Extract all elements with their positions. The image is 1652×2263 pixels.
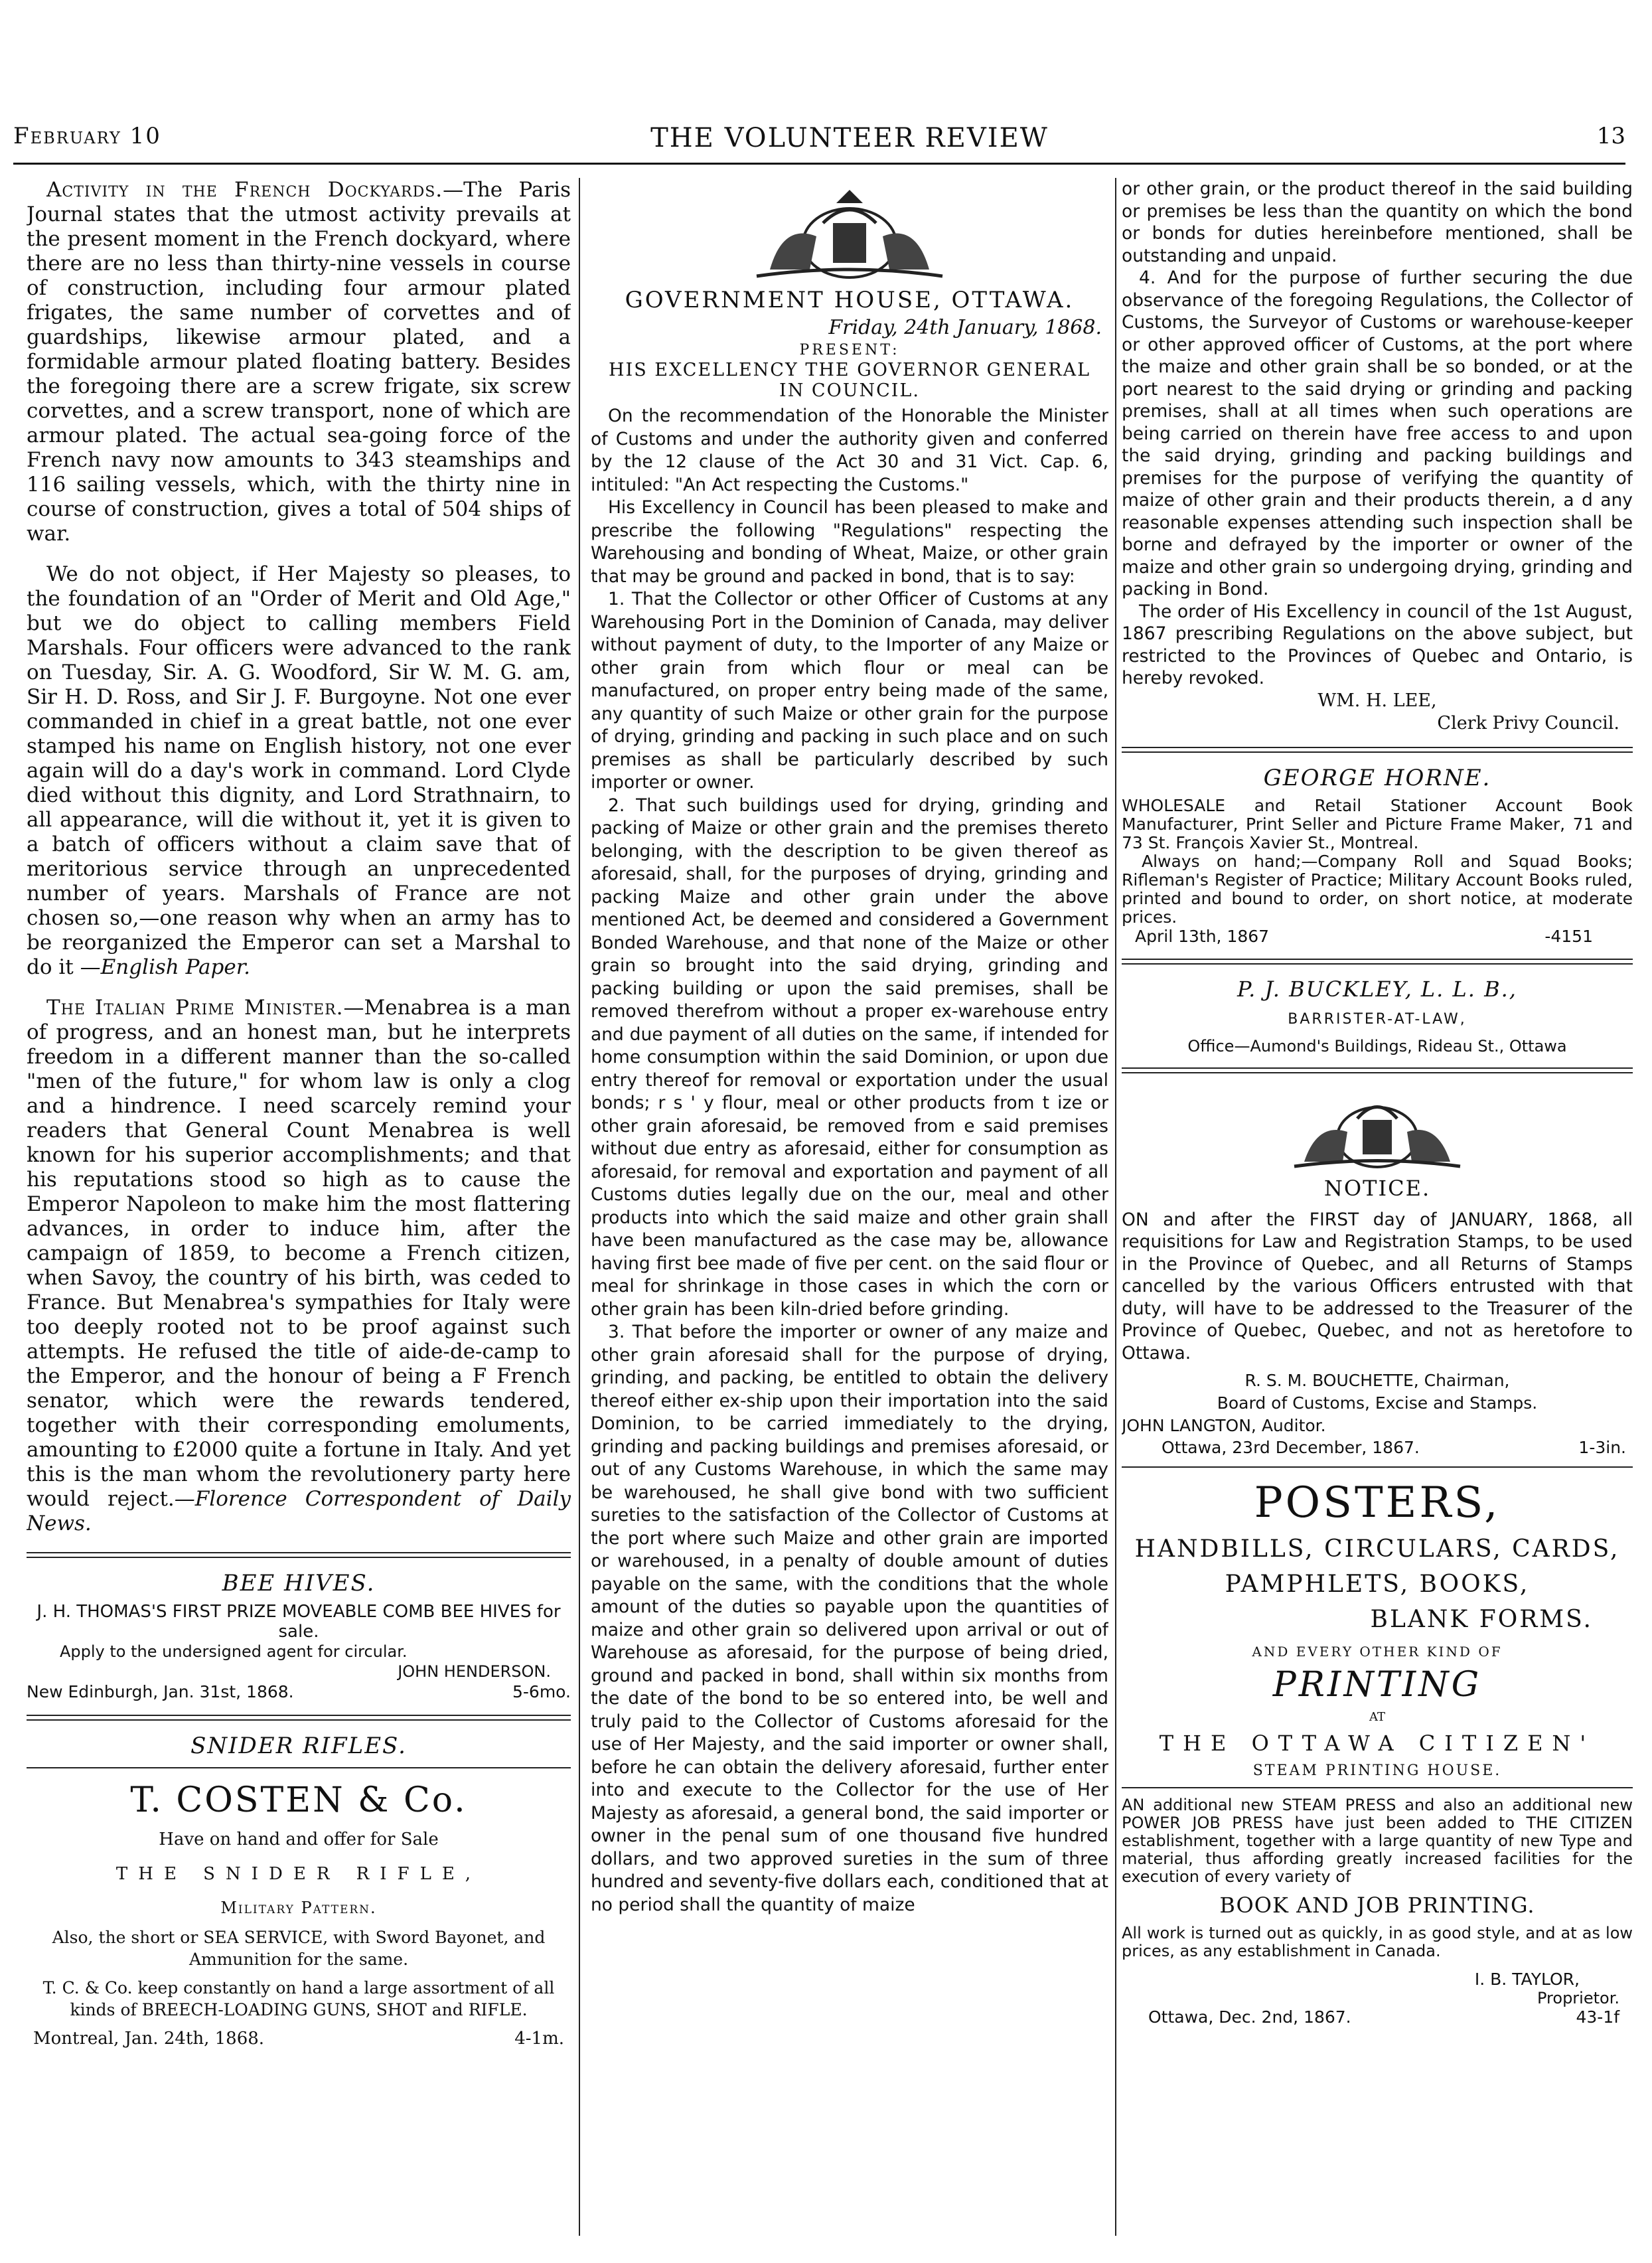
column-center <box>591 178 1108 2236</box>
article-body: —Menabrea is a man of progress, and an honest man, but he interprets freedom in a different manner than the so-called "men of the future," for whom law is only a clog and a hindrence. I need scarcely remind your readers that General Count Menabrea is well known for his superior accomplishments; and that his reputations stood so high as to cause the Emperor Napoleon to make him the most flattering advances, in order to induce him, after the campaign of 1859, to become a French citizen, when Savoy, the country of his birth, was ceded to France. But Menabrea's sympathies for Italy were too deeply rooted not to be proof against such attempts. He refused the title of aide-de-camp to the Emperor, and the honour of being a F French senator, which were the rewards tendered, together with their corresponding emoluments, amounting to £2000 quite a fortune in Italy. And yet this is the man whom the revolutionery party here would reject. <box>27 996 571 1511</box>
ad-title: P. J. BUCKLEY, L. L. B., <box>1237 976 1517 1002</box>
ad-line: PAMPHLETS, BOOKS, <box>1225 1571 1530 1598</box>
section-rule <box>27 1715 571 1721</box>
section-rule <box>1122 1466 1633 1468</box>
regulation-paragraph: On the recommendation of the Honorable the Minister of Customs and under the authority given and conferred by the 12 clause of the Act 30 and 31 Vict. Cap. 6, intituled: "An Act respecting the Customs." <box>591 406 1108 495</box>
ad-line: T. C. & Co. keep constantly on hand a large assortment of all kinds of BREECH-LOADING GUNS, SHOT and RIFLE. <box>42 1978 555 2019</box>
signature-name: WM. H. LEE, <box>1317 690 1437 711</box>
column-right <box>1122 178 1633 2236</box>
ad-line: Have on hand and offer for Sale <box>159 1830 439 1849</box>
ad-body: AN additional new STEAM PRESS and also an additional new POWER JOB PRESS have just been added to THE CITIZEN establishment, together with a large quantity of new Type and material, thus affording greatly increased facilities for the execution of every variety of <box>1122 1796 1633 1886</box>
ad-line: AND EVERY OTHER KIND OF <box>1252 1644 1503 1660</box>
ad-date: Ottawa, 23rd December, 1867. <box>1162 1438 1420 1457</box>
ad-company-name: T. COSTEN & Co. <box>130 1780 467 1820</box>
header-page-number: 13 <box>1596 123 1625 149</box>
ad-headline: PRINTING <box>1272 1665 1482 1705</box>
ad-title: GEORGE HORNE. <box>1263 764 1491 791</box>
article-italian-minister <box>27 996 571 1536</box>
article-body: —The Paris Journal states that the utmost activity prevails at the present moment in the French dockyard, where there are no less than thirty-nine vessels in course of construction, including four armour plated frigates, the same number of corvettes and of guardships, likewise armour plated, and a formidable armour plated floating battery. Besides the foregoing there are a screw frigate, six screw corvettes, and a screw transport, none of which are armour plated. The actual sea-going force of the French navy now amounts to 343 steamships and 116 sailing vessels, which, with the thirty nine in course of construction, gives a total of 504 ships of war. <box>27 178 571 546</box>
column-divider <box>579 178 580 2236</box>
ad-date: Montreal, Jan. 24th, 1868. <box>33 2029 265 2049</box>
ad-line: Office—Aumond's Buildings, Rideau St., Ottawa <box>1187 1036 1567 1055</box>
ad-body: Always on hand;—Company Roll and Squad Books; Rifleman's Register of Practice; Military Account Books ruled, printed and bound to order, on short notice, at moderate prices. <box>1122 851 1633 927</box>
article-runin-title: Activity in the French Dockyards. <box>46 178 443 202</box>
column-left <box>27 178 571 2236</box>
ad-snider-rifles <box>27 1733 571 2050</box>
ad-dateline <box>27 2027 571 2050</box>
header-date: February 10 <box>13 123 161 149</box>
ad-code: 43-1f <box>1576 2007 1619 2027</box>
ad-headline: POSTERS, <box>1254 1478 1501 1527</box>
royal-arms-crest-icon <box>743 183 956 283</box>
ad-line: AT <box>1369 1710 1386 1724</box>
ad-stamps-notice <box>1122 1085 1633 1459</box>
ad-signature: JOHN HENDERSON. <box>398 1662 551 1681</box>
ad-dateline <box>27 1681 571 1703</box>
column-divider <box>1115 178 1116 2236</box>
ad-title: BEE HIVES. <box>222 1570 376 1597</box>
ad-buckley <box>1122 976 1633 1055</box>
regulation-paragraph: or other grain, or the product thereof in the said building or premises be less than the quantity on which the bond or bonds for duties hereinbefore mentioned, shall be outstanding and unpaid. <box>1122 179 1633 266</box>
ad-code: -4151 <box>1544 926 1593 946</box>
notice-council-label: HIS EXCELLENCY THE GOVERNOR GENERAL IN COUNCIL. <box>608 360 1091 401</box>
notice-present-label: PRESENT: <box>799 342 900 358</box>
notice-date: Friday, 24th January, 1868. <box>828 316 1102 339</box>
article-french-dockyards <box>27 178 571 546</box>
ad-line: Apply to the undersigned agent for circular. <box>60 1642 408 1661</box>
article-body: We do not object, if Her Majesty so pleases, to the foundation of an "Order of Merit and Old Age," but we do object to calling members Field Marshals. Four officers were advanced to the rank on Tuesday, Sir. A. G. Woodford, Sir W. M. G. am, Sir H. D. Ross, and Sir J. F. Burgoyne. Not one ever commanded in chief in a great battle, not one ever stamped his name on English history, not one ever again will do a day's work in command. Lord Clyde died without this dignity, and Lord Strathnairn, to all appearance, will die without it, yet it is given to a batch of officers without a claim save that of meritorious service through an unprecedented number of years. Marshals of France are not chosen so,—one reason why when an army has to be reorganized the Emperor can set a Marshal to do it <box>27 562 571 979</box>
ad-body: All work is turned out as quickly, in as good style, and at as low prices, as any establishment in Canada. <box>1122 1924 1633 1960</box>
ad-line: STEAM PRINTING HOUSE. <box>1252 1762 1502 1779</box>
ad-line: THE SNIDER RIFLE, <box>115 1864 482 1884</box>
ad-printing <box>1122 1478 1633 2027</box>
ad-line: Also, the short or SEA SERVICE, with Sword Bayonet, and Ammunition for the same. <box>52 1928 546 1969</box>
ad-headline: BOOK AND JOB PRINTING. <box>1219 1893 1535 1918</box>
regulation-paragraph: His Excellency in Council has been pleased to make and prescribe the following "Regulations" respecting the Warehousing and bonding of Wheat, Maize, or other grain that may be ground and packed in bond, that is to say: <box>591 497 1108 587</box>
ad-code: 4-1m. <box>514 2029 564 2049</box>
signature-name: JOHN LANGTON, Auditor. <box>1122 1416 1326 1435</box>
regulation-paragraph: 2. That such buildings used for drying, grinding and packing of Maize or other grain and the premises thereto belonging, with the description to be given thereof as aforesaid, shall, for the purposes of drying, grinding and packing Maize and other grain under the above mentioned Act, be deemed and considered a Government Bonded Warehouse, and that none of the Maize or other grain so brought into the said drying, grinding and packing building or upon the said premises, shall be removed therefrom without a proper ex-warehouse entry and due payment of all duties on the same, if intended for home consumption within the said Dominion, or upon due entry thereof for removal or exportation under the usual bonds; r s ' y flour, meal or other products from t ize or other grain aforesaid, be removed from e said premises without due entry as aforesaid, either for consumption as aforesaid, for removal and exportation and payment of all Customs duties legally due on the our, meal and other products into which the said maize and other grain shall have been manufactured as the case may be, allowance having first bee made of five per cent. on the said flour or meal for shrinkage in those cases in which the corn or other grain has been kiln-dried before grinding. <box>591 795 1108 1320</box>
article-credit: —English Paper. <box>80 955 250 979</box>
regulation-paragraph: The order of His Excellency in council of the 1st August, 1867 prescribing Regulations on the above subject, but restricted to the Provinces of Quebec and Ontario, is hereby revoked. <box>1122 601 1633 688</box>
signature-name: R. S. M. BOUCHETTE, Chairman, <box>1244 1371 1510 1390</box>
ad-line: BLANK FORMS. <box>1370 1606 1593 1633</box>
article-field-marshals <box>27 562 571 980</box>
header-masthead: THE VOLUNTEER REVIEW <box>650 123 1049 153</box>
section-rule <box>1122 747 1633 753</box>
ad-date: New Edinburgh, Jan. 31st, 1868. <box>27 1682 294 1701</box>
regulation-paragraph: 1. That the Collector or other Officer of Customs at any Warehousing Port in the Dominion of Canada, may deliver without payment of duty, to the Importer of any Maize or other grain from which flour or meal can be manufactured, on proper entry being made of the same, any quantity of such Maize or other grain for the purpose of drying, grinding and packing in such place and on such premises as shall be particularly described by such importer or owner. <box>591 589 1108 793</box>
signature-name: I. B. TAYLOR, <box>1474 1970 1580 1989</box>
ad-date: April 13th, 1867 <box>1135 926 1270 946</box>
ad-body: WHOLESALE and Retail Stationer Account Book Manufacturer, Print Seller and Picture Frame Maker, 71 and 73 St. François Xavier St., Montreal. <box>1122 795 1633 852</box>
signature-title: Clerk Privy Council. <box>1437 712 1619 734</box>
article-credit: —Florence Correspondent of Daily News. <box>27 1487 571 1535</box>
signature-title: Board of Customs, Excise and Stamps. <box>1217 1393 1538 1413</box>
ad-rule <box>27 1767 571 1768</box>
section-rule <box>1122 1067 1633 1073</box>
notice-title: GOVERNMENT HOUSE, OTTAWA. <box>625 287 1075 313</box>
signature-title: Proprietor. <box>1537 1989 1619 2007</box>
ad-line: THE OTTAWA CITIZEN' <box>1159 1731 1596 1756</box>
ad-date: Ottawa, Dec. 2nd, 1867. <box>1148 2007 1351 2027</box>
regulation-paragraph: 3. That before the importer or owner of any maize and other grain aforesaid shall for the purpose of drying, grinding, and packing, be entitled to obtain the delivery thereof either ex-ship upon their importation into the said Dominion, to be carried immediately to the drying, grinding and packing buildings and premises aforesaid, or out of any Customs Warehouse, in which the same may be warehoused, he shall give bond with two sufficient sureties to the satisfaction of the Collector of Customs at the port where such Maize and other grain are imported or warehoused, in a penalty of double amount of duties payable on the same, with the conditions that the whole amount of the duties so payable upon the quantities of maize and other grain so delivered upon arrival or out of Warehouse as aforesaid, for the purpose of being dried, ground and packed in bond, shall within six months from the date of the bond to be so entered into, be well and truly paid to the Collector of Customs aforesaid for the use of Her Majesty, and the said importer or owner shall, before he can obtain the delivery aforesaid, further enter into and execute to the Collector for the use of Her Majesty as aforesaid, a general bond, the said importer or owner in the penal sum of one thousand five hundred dollars, and two approved sureties in the sum of three hundred and seventy-five dollars each, conditioned that at no period shall the quantity of maize <box>591 1322 1108 1915</box>
page-header <box>13 123 1625 163</box>
ad-code: 5-6mo. <box>512 1682 571 1701</box>
ad-line: Military Pattern. <box>220 1899 377 1917</box>
ad-title: NOTICE. <box>1323 1175 1431 1201</box>
article-runin-title: The Italian Prime Minister. <box>46 996 344 1020</box>
ad-george-horne <box>1122 765 1633 947</box>
ad-dateline <box>1122 927 1633 947</box>
ad-line: HANDBILLS, CIRCULARS, CARDS, <box>1134 1535 1620 1563</box>
ad-bee-hives <box>27 1570 571 1703</box>
ad-body: ON and after the FIRST day of JANUARY, 1868, all requisitions for Law and Registration Stamps, to be used in the Province of Quebec, and all Returns of Stamps cancelled by the various Officers entrusted with that duty, will have to be addressed to the Treasurer of the Province of Quebec, Quebec, and not as heretofore to Ottawa. <box>1122 1209 1633 1364</box>
royal-arms-crest-icon <box>1284 1085 1470 1172</box>
ad-title: SNIDER RIFLES. <box>190 1733 407 1759</box>
ad-dateline <box>1122 1437 1633 1458</box>
ad-code: 1-3in. <box>1578 1438 1626 1457</box>
header-rule <box>13 163 1625 165</box>
section-rule <box>1122 1787 1633 1788</box>
regulation-paragraph: 4. And for the purpose of further securing the due observance of the foregoing Regulations, the Collector of Customs, the Surveyor of Customs or warehouse-keeper or other approved officer of Customs, at the port where the maize and other grain shall be so bonded, or at the port nearest to the said drying or grinding and packing premises, shall at all times when such operations are being carried on therein have free access to and upon the said drying, grinding and packing buildings and premises for the purpose of verifying the quantity of maize of other grain and their products therein, a d any reasonable expenses attending such inspection shall be borne and defrayed by the importer or owner of the maize and other grain so undergoing drying, grinding and packing in Bond. <box>1122 268 1633 599</box>
ad-dateline <box>1122 2007 1633 2027</box>
section-rule <box>27 1552 571 1558</box>
ad-line: J. H. THOMAS'S FIRST PRIZE MOVEABLE COMB BEE HIVES for sale. <box>37 1602 561 1642</box>
section-rule <box>1122 959 1633 965</box>
ad-line: BARRISTER-AT-LAW, <box>1288 1010 1467 1028</box>
